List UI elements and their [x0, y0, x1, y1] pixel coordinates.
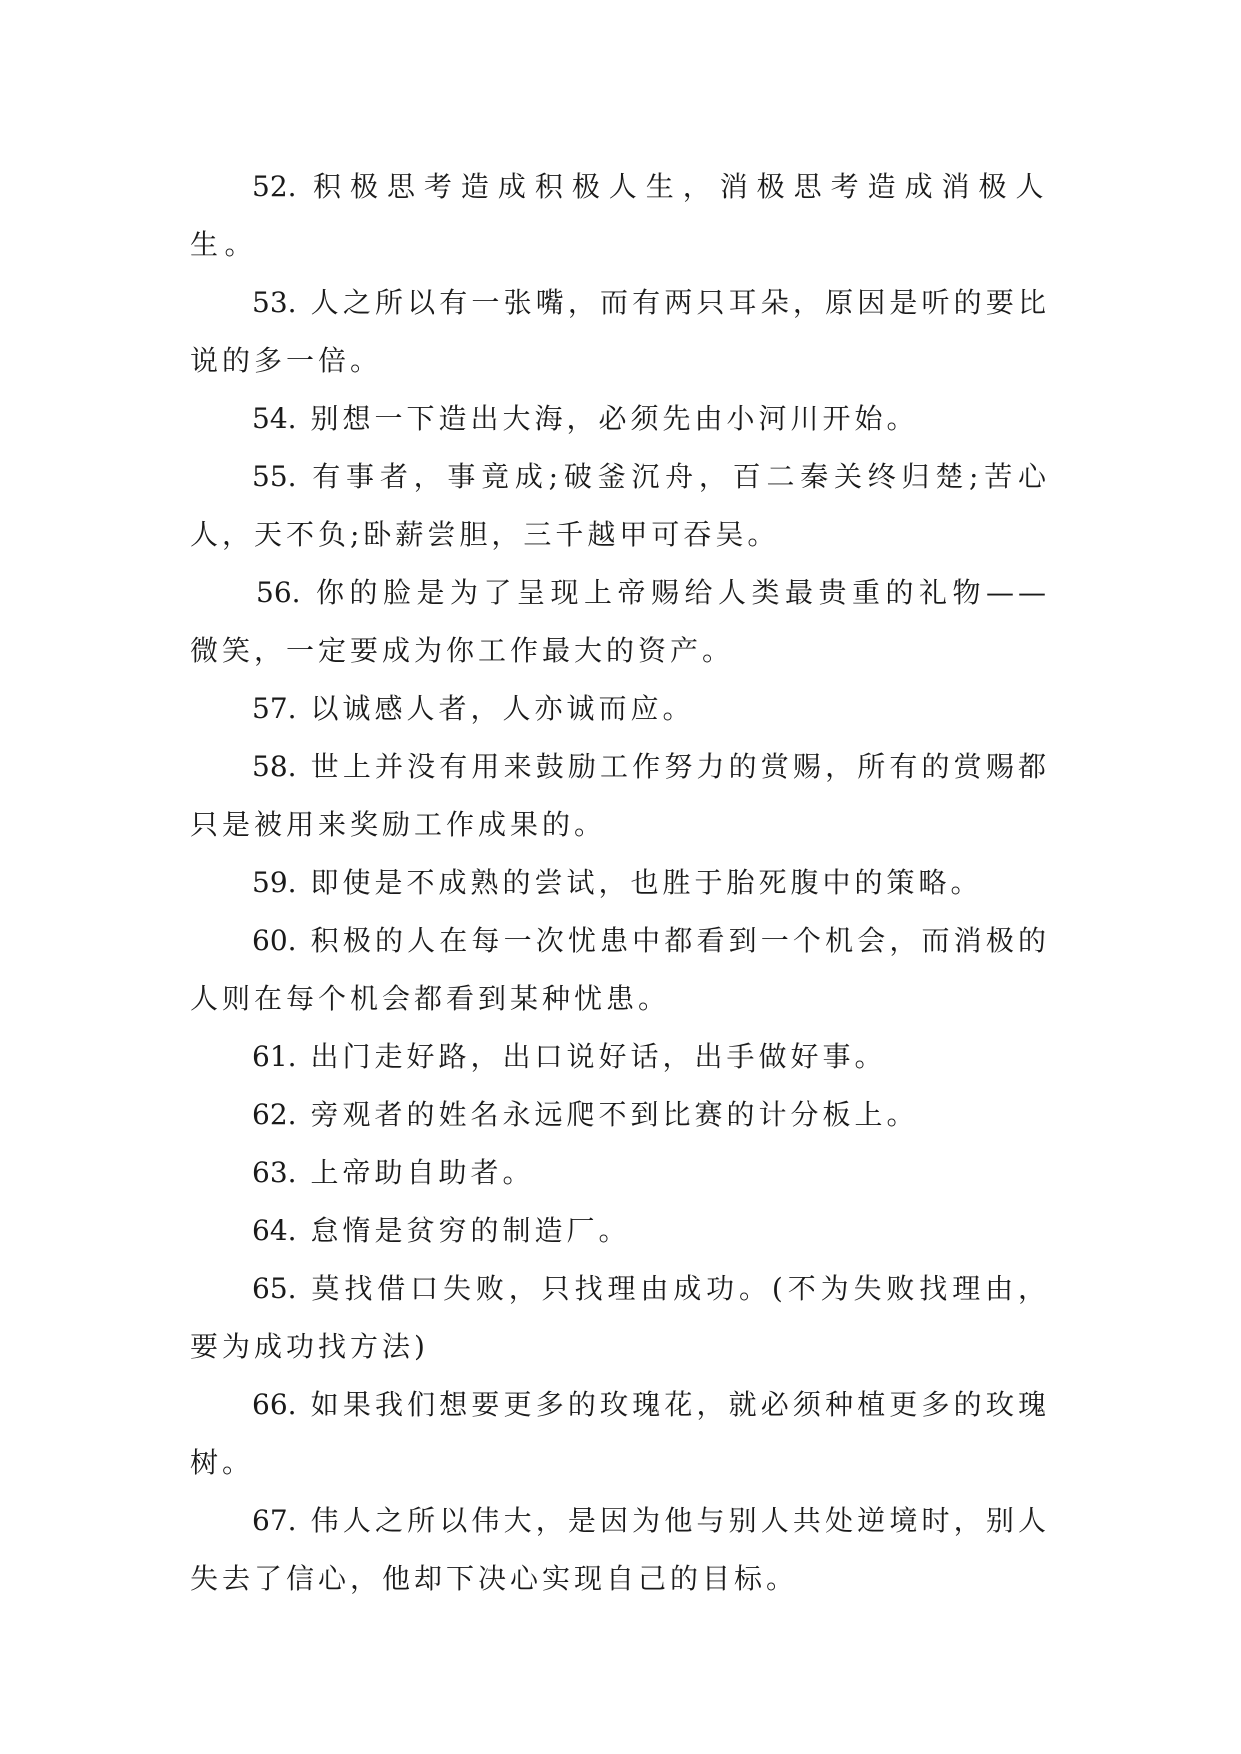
quote-number: 60. [252, 924, 297, 957]
quote-text: 人之所以有一张嘴，而有两只耳朵，原因是听的要比说的多一倍。 [190, 286, 1050, 377]
quote-number: 63. [252, 1156, 297, 1189]
quote-text: 以诚感人者，人亦诚而应。 [310, 692, 695, 725]
quote-item-62 [190, 1086, 1050, 1144]
quote-item-54 [190, 390, 1050, 448]
quote-number: 67. [252, 1504, 297, 1537]
quote-item-63 [190, 1144, 1050, 1202]
quote-text: 世上并没有用来鼓励工作努力的赏赐，所有的赏赐都只是被用来奖励工作成果的。 [190, 750, 1050, 841]
quote-item-59 [190, 854, 1050, 912]
quote-number: 55. [252, 460, 297, 493]
quote-text: 上帝助自助者。 [310, 1156, 535, 1189]
quote-text: 积极思考造成积极人生，消极思考造成消极人生。 [190, 170, 1050, 261]
quote-number: 53. [252, 286, 297, 319]
quote-number: 64. [252, 1214, 297, 1247]
quote-text: 出门走好路，出口说好话，出手做好事。 [310, 1040, 887, 1073]
quote-number: 61. [252, 1040, 297, 1073]
quote-text: 莫找借口失败，只找理由成功。(不为失败找理由，要为成功找方法) [190, 1272, 1050, 1363]
quote-item-56 [190, 564, 1050, 680]
quote-number: 66. [252, 1388, 297, 1421]
quote-list [190, 158, 1050, 1608]
quote-text: 有事者，事竟成;破釜沉舟，百二秦关终归楚;苦心人，天不负;卧薪尝胆，三千越甲可吞吴。 [190, 460, 1050, 551]
quote-number: 58. [252, 750, 297, 783]
quote-number: 56. [256, 576, 301, 609]
quote-text: 怠惰是贫穷的制造厂。 [310, 1214, 631, 1247]
quote-number: 65. [252, 1272, 297, 1305]
quote-text: 积极的人在每一次忧患中都看到一个机会，而消极的人则在每个机会都看到某种忧患。 [190, 924, 1050, 1015]
quote-item-67 [190, 1492, 1050, 1608]
quote-item-55 [190, 448, 1050, 564]
quote-number: 52. [252, 170, 297, 203]
quote-number: 59. [252, 866, 297, 899]
quote-number: 62. [252, 1098, 297, 1131]
quote-item-58 [190, 738, 1050, 854]
quote-item-53 [190, 274, 1050, 390]
quote-item-64 [190, 1202, 1050, 1260]
quote-item-65 [190, 1260, 1050, 1376]
quote-text: 旁观者的姓名永远爬不到比赛的计分板上。 [310, 1098, 919, 1131]
quote-item-66 [190, 1376, 1050, 1492]
quote-text: 如果我们想要更多的玫瑰花，就必须种植更多的玫瑰树。 [190, 1388, 1050, 1479]
quote-item-60 [190, 912, 1050, 1028]
quote-number: 57. [252, 692, 297, 725]
quote-text: 别想一下造出大海，必须先由小河川开始。 [310, 402, 919, 435]
quote-item-52 [190, 158, 1050, 274]
quote-item-61 [190, 1028, 1050, 1086]
quote-text: 伟人之所以伟大，是因为他与别人共处逆境时，别人失去了信心，他却下决心实现自己的目标。 [190, 1504, 1050, 1595]
quote-text: 即使是不成熟的尝试，也胜于胎死腹中的策略。 [310, 866, 983, 899]
quote-item-57 [190, 680, 1050, 738]
quote-text: 你的脸是为了呈现上帝赐给人类最贵重的礼物——微笑，一定要成为你工作最大的资产。 [190, 576, 1050, 667]
quote-number: 54. [252, 402, 297, 435]
